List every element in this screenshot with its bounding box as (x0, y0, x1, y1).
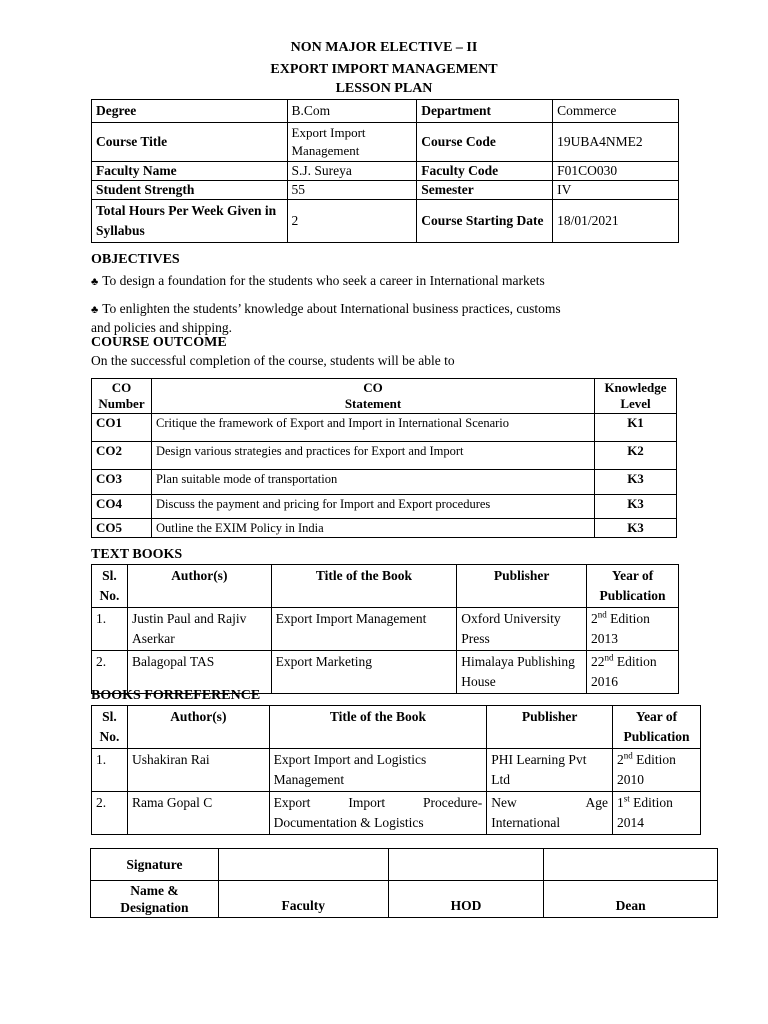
department-label: Department (417, 100, 553, 123)
total-hours-value: 2 (287, 200, 417, 243)
course-code-value: 19UBA4NME2 (553, 123, 679, 162)
document-title-line2: EXPORT IMPORT MANAGEMENT (270, 62, 498, 77)
course-title-label: Course Title (92, 123, 288, 162)
course-start-label: Course Starting Date (417, 200, 553, 243)
course-title-value: Export Import Management (287, 123, 417, 162)
publisher-header: Publisher (487, 706, 613, 749)
co-statement-header: CO Statement (151, 379, 594, 414)
club-bullet-icon: ♣ (91, 276, 99, 288)
ref-author: Rama Gopal C (127, 792, 269, 835)
co-level: K2 (595, 442, 677, 470)
text-books-heading: TEXT BOOKS (91, 547, 183, 562)
knowledge-level-header: Knowledge Level (595, 379, 677, 414)
co-level: K3 (595, 495, 677, 519)
year-header: Year of Publication (587, 565, 679, 608)
club-bullet-icon: ♣ (91, 304, 99, 316)
faculty-name-label: Faculty Name (92, 162, 288, 181)
semester-value: IV (553, 181, 679, 200)
author-header: Author(s) (127, 565, 271, 608)
sl-no-header: Sl. No. (92, 706, 128, 749)
signature-table (90, 848, 718, 918)
book-edition-year: 2nd Edition 2013 (587, 608, 679, 651)
ref-edition-year: 2nd Edition 2010 (613, 749, 701, 792)
degree-label: Degree (92, 100, 288, 123)
co-number: CO4 (92, 495, 152, 519)
objective-item-2: ♣ To enlighten the students’ knowledge about International business practices, customs and policies and shipping. (91, 301, 561, 335)
reference-books-heading: BOOKS FORREFERENCE (91, 688, 261, 703)
faculty-label: Faculty (218, 881, 388, 918)
course-code-label: Course Code (417, 123, 553, 162)
document-title-line3: LESSON PLAN (335, 81, 433, 96)
book-edition-year: 22nd Edition 2016 (587, 651, 679, 694)
dean-signature-cell (544, 849, 718, 881)
ref-edition-year: 1st Edition 2014 (613, 792, 701, 835)
co-number: CO5 (92, 519, 152, 538)
co-level: K3 (595, 470, 677, 495)
reference-books-table (91, 705, 701, 835)
book-title: Export Marketing (271, 651, 457, 694)
publisher-header: Publisher (457, 565, 587, 608)
student-strength-label: Student Strength (92, 181, 288, 200)
ref-title: Export Import Procedure-Documentation & Logistics (269, 792, 487, 835)
hod-signature-cell (388, 849, 544, 881)
document-title-line1: NON MAJOR ELECTIVE – II (290, 40, 478, 55)
author-header: Author(s) (127, 706, 269, 749)
book-author: Balagopal TAS (127, 651, 271, 694)
department-value: Commerce (553, 100, 679, 123)
faculty-code-value: F01CO030 (553, 162, 679, 181)
faculty-name-value: S.J. Sureya (287, 162, 417, 181)
degree-value: B.Com (287, 100, 417, 123)
co-number: CO2 (92, 442, 152, 470)
co-statement: Discuss the payment and pricing for Import and Export procedures (151, 495, 594, 519)
hod-label: HOD (388, 881, 544, 918)
title-header: Title of the Book (271, 565, 457, 608)
dean-label: Dean (544, 881, 718, 918)
book-publisher: Oxford University Press (457, 608, 587, 651)
text-books-table (91, 564, 679, 694)
co-number: CO3 (92, 470, 152, 495)
total-hours-label: Total Hours Per Week Given in Syllabus (92, 200, 288, 243)
signature-label: Signature (91, 849, 219, 881)
ref-publisher: New Age International (487, 792, 613, 835)
book-sl-no: 2. (92, 651, 128, 694)
course-start-value: 18/01/2021 (553, 200, 679, 243)
faculty-signature-cell (218, 849, 388, 881)
course-outcome-intro: On the successful completion of the course, students will be able to (91, 353, 455, 368)
book-sl-no: 1. (92, 608, 128, 651)
co-statement: Outline the EXIM Policy in India (151, 519, 594, 538)
co-level: K1 (595, 414, 677, 442)
co-number: CO1 (92, 414, 152, 442)
ref-sl-no: 2. (92, 792, 128, 835)
student-strength-value: 55 (287, 181, 417, 200)
ref-author: Ushakiran Rai (127, 749, 269, 792)
semester-label: Semester (417, 181, 553, 200)
co-number-header: CO Number (92, 379, 152, 414)
co-statement: Design various strategies and practices for Export and Import (151, 442, 594, 470)
name-designation-label: Name & Designation (91, 881, 219, 918)
ref-sl-no: 1. (92, 749, 128, 792)
objectives-heading: OBJECTIVES (91, 252, 180, 267)
book-publisher: Himalaya Publishing House (457, 651, 587, 694)
course-outcome-heading: COURSE OUTCOME (91, 335, 227, 350)
book-title: Export Import Management (271, 608, 457, 651)
ref-publisher: PHI Learning Pvt Ltd (487, 749, 613, 792)
book-author: Justin Paul and Rajiv Aserkar (127, 608, 271, 651)
course-outcome-table (91, 378, 677, 538)
year-header: Year of Publication (613, 706, 701, 749)
sl-no-header: Sl. No. (92, 565, 128, 608)
ref-title: Export Import and Logistics Management (269, 749, 487, 792)
co-statement: Plan suitable mode of transportation (151, 470, 594, 495)
co-statement: Critique the framework of Export and Import in International Scenario (151, 414, 594, 442)
title-header: Title of the Book (269, 706, 487, 749)
course-info-table (91, 99, 679, 243)
faculty-code-label: Faculty Code (417, 162, 553, 181)
objective-item-1: ♣ To design a foundation for the students who seek a career in International markets (91, 273, 545, 288)
co-level: K3 (595, 519, 677, 538)
